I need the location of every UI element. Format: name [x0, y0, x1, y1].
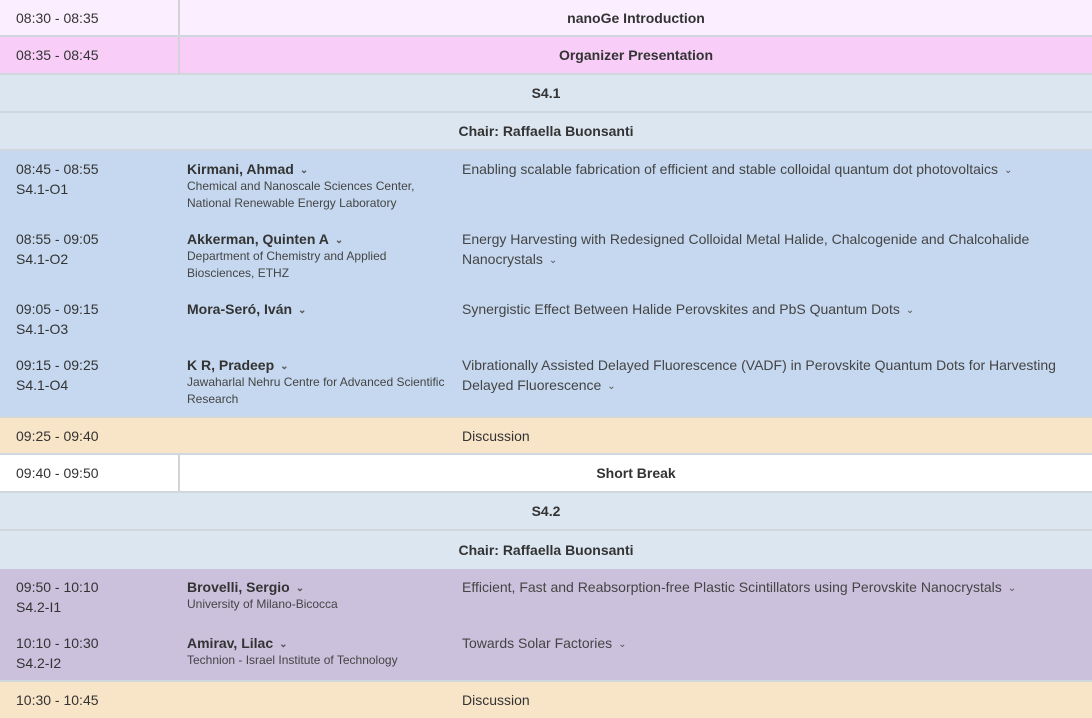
- chevron-down-icon[interactable]: ⌄: [1007, 583, 1017, 594]
- speaker-affiliation: University of Milano-Bicocca: [187, 597, 338, 611]
- discussion-row: [0, 682, 1092, 718]
- talk-time: 09:05 - 09:15: [16, 301, 99, 317]
- schedule-row-organizer: [0, 37, 1092, 75]
- session-chair-s42: [0, 531, 1092, 569]
- talks-block-s41: [0, 151, 1092, 418]
- speaker-name[interactable]: Brovelli, Sergio ⌄: [187, 577, 304, 599]
- talk-title[interactable]: Efficient, Fast and Reabsorption-free Plastic Scintillators using Perovskite Nanocrystals ⌄: [462, 577, 1072, 599]
- chevron-down-icon[interactable]: ⌄: [607, 381, 616, 392]
- talk-item: [0, 355, 1092, 411]
- speaker-name[interactable]: K R, Pradeep ⌄: [187, 355, 289, 377]
- session-chair-s41: [0, 113, 1092, 151]
- schedule-row-short-break: [0, 455, 1092, 493]
- chevron-down-icon[interactable]: ⌄: [334, 235, 344, 246]
- chevron-down-icon[interactable]: ⌄: [299, 165, 309, 176]
- talk-title[interactable]: Enabling scalable fabrication of efficient and stable colloidal quantum dot photovoltaics ⌄: [462, 159, 1072, 181]
- talk-code: S4.1-O1: [16, 181, 69, 197]
- talk-code: S4.1-O4: [16, 377, 69, 393]
- talk-item: [0, 159, 1092, 219]
- talk-time: 10:10 - 10:30: [16, 635, 99, 651]
- row-time: 10:30 - 10:45: [16, 692, 99, 708]
- session-title: S4.2: [531, 503, 561, 519]
- row-time: 09:25 - 09:40: [16, 427, 99, 444]
- row-title: Organizer Presentation: [558, 47, 714, 63]
- talk-code: S4.1-O2: [16, 251, 69, 267]
- chevron-down-icon[interactable]: ⌄: [298, 305, 307, 316]
- row-title: Short Break: [596, 465, 676, 481]
- talk-time: 08:45 - 08:55: [16, 161, 99, 177]
- chevron-down-icon[interactable]: ⌄: [548, 255, 558, 266]
- talk-code: S4.2-I2: [16, 655, 62, 671]
- schedule-row-intro: [0, 0, 1092, 37]
- talk-item: [0, 229, 1092, 289]
- speaker-affiliation: Technion - Israel Institute of Technology: [187, 653, 398, 667]
- discussion-row: [0, 418, 1092, 455]
- speaker-name[interactable]: Akkerman, Quinten A ⌄: [187, 229, 343, 251]
- speaker-name[interactable]: Amirav, Lilac ⌄: [187, 633, 288, 655]
- chevron-down-icon[interactable]: ⌄: [618, 639, 627, 650]
- talk-title[interactable]: Vibrationally Assisted Delayed Fluorescence (VADF) in Perovskite Quantum Dots for Harvesting Delayed Fluorescence ⌄: [462, 355, 1072, 397]
- speaker-name[interactable]: Kirmani, Ahmad ⌄: [187, 159, 308, 181]
- chair-label: Chair: Raffaella Buonsanti: [458, 123, 634, 139]
- talk-code: S4.2-I1: [16, 599, 62, 615]
- session-title: S4.1: [531, 85, 561, 101]
- talk-title[interactable]: Towards Solar Factories ⌄: [462, 633, 1072, 655]
- talk-title[interactable]: Synergistic Effect Between Halide Perovskites and PbS Quantum Dots ⌄: [462, 299, 1072, 321]
- chevron-down-icon[interactable]: ⌄: [905, 305, 915, 316]
- chevron-down-icon[interactable]: ⌄: [279, 639, 288, 650]
- row-time: 08:35 - 08:45: [0, 37, 180, 73]
- speaker-affiliation: Department of Chemistry and Applied Biosciences, ETHZ: [187, 249, 387, 280]
- speaker-name[interactable]: Mora-Seró, Iván ⌄: [187, 299, 306, 321]
- talk-code: S4.1-O3: [16, 321, 69, 337]
- speaker-affiliation: Jawaharlal Nehru Centre for Advanced Scientific Research: [187, 375, 445, 406]
- speaker-affiliation: Chemical and Nanoscale Sciences Center, National Renewable Energy Laboratory: [187, 179, 415, 210]
- discussion-label: Discussion: [462, 692, 530, 708]
- chevron-down-icon[interactable]: ⌄: [295, 583, 305, 594]
- chair-label: Chair: Raffaella Buonsanti: [458, 542, 634, 558]
- discussion-label: Discussion: [462, 427, 530, 444]
- row-time: 08:30 - 08:35: [0, 0, 180, 35]
- talk-time: 09:50 - 10:10: [16, 579, 99, 595]
- talk-item: [0, 299, 1092, 345]
- talk-item: [0, 633, 1092, 679]
- talk-title[interactable]: Energy Harvesting with Redesigned Colloidal Metal Halide, Chalcogenide and Chalcohalide Nanocrystals ⌄: [462, 229, 1072, 271]
- row-time: 09:40 - 09:50: [0, 455, 180, 491]
- talks-block-s42: [0, 569, 1092, 682]
- row-title: nanoGe Introduction: [567, 9, 705, 26]
- talk-time: 08:55 - 09:05: [16, 231, 99, 247]
- talk-time: 09:15 - 09:25: [16, 357, 99, 373]
- chevron-down-icon[interactable]: ⌄: [1003, 165, 1013, 176]
- chevron-down-icon[interactable]: ⌄: [280, 361, 289, 372]
- session-header-s42: [0, 493, 1092, 531]
- session-header-s41: [0, 75, 1092, 113]
- talk-item: [0, 577, 1092, 623]
